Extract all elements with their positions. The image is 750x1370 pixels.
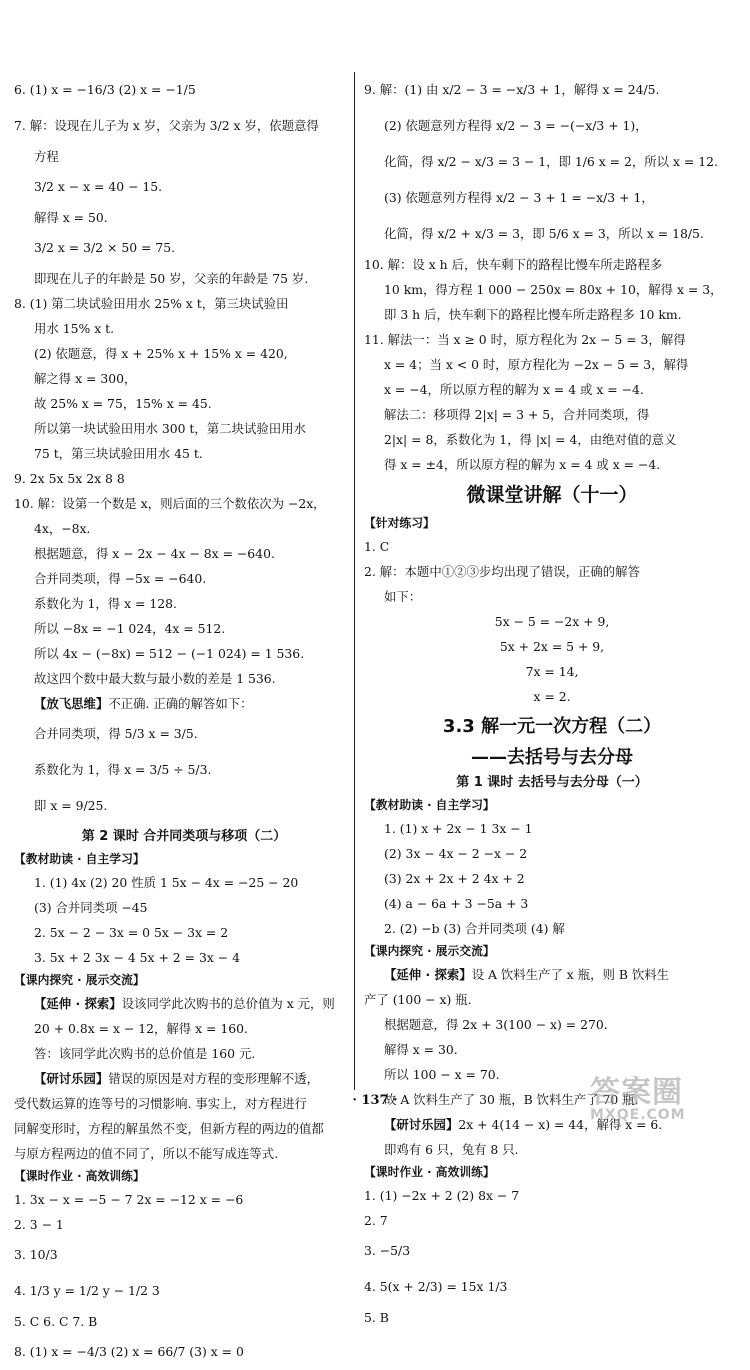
text-line: 5. C 6. C 7. B (14, 1314, 98, 1329)
page-number: · 137 · (352, 1093, 398, 1108)
text-line: 化简，得 x/2 + x/3 = 3，即 5/6 x = 3，所以 x = 18/5. (384, 226, 704, 241)
text-line: (2) 依题意列方程得 x/2 − 3 = −(−x/3 + 1)， (384, 118, 648, 133)
text-line: 如下： (384, 589, 422, 604)
text-line: (3) 2x + 2x + 2 4x + 2 (384, 871, 525, 886)
text-line: 3. 5x + 2 3x − 4 5x + 2 = 3x − 4 (34, 950, 240, 965)
text-line: 3. 10/3 (14, 1247, 58, 1262)
text-line: 8. (1) 第二块试验田用水 25% x t，第三块试验田 (14, 296, 289, 311)
text-line: 2. (2) −b (3) 合并同类项 (4) 解 (384, 921, 565, 936)
text-line: (2) 依题意，得 x + 25% x + 15% x = 420, (34, 346, 288, 361)
text-line: 【延伸 · 探索】设该同学此次购书的总价值为 x 元，则 (34, 996, 335, 1011)
text-line: 与原方程两边的值不同了，所以不能写成连等式. (14, 1146, 279, 1161)
text-line: 8. (1) x = −4/3 (2) x = 66/7 (3) x = 0 (14, 1344, 244, 1359)
text-line: 【放飞思维】不正确. 正确的解答如下： (34, 696, 253, 711)
text-line: 【课时作业 · 高效训练】 (364, 1165, 495, 1179)
text-line: 即现在儿子的年龄是 50 岁，父亲的年龄是 75 岁. (34, 271, 309, 286)
text-line: 即 3 h 后，快车剩下的路程比慢车所走路程多 10 km. (384, 307, 682, 322)
text-line: 5x + 2x = 5 + 9, (499, 639, 605, 654)
text-line: 系数化为 1，得 x = 3/5 ÷ 5/3. (34, 762, 212, 777)
text-line: 1. (1) x + 2x − 1 3x − 1 (384, 821, 533, 836)
text-line: 所以 −8x = −1 024，4x = 512. (34, 621, 226, 636)
text-line: 5x − 5 = −2x + 9, (494, 614, 610, 629)
text-line: 合并同类项，得 5/3 x = 3/5. (34, 726, 198, 741)
text-line: 2. 解：本题中①②③步均出现了错误，正确的解答 (364, 564, 640, 579)
text-line: (4) a − 6a + 3 −5a + 3 (384, 896, 529, 911)
text-line: 10. 解：设 x h 后，快车剩下的路程比慢车所走路程多 (364, 257, 663, 272)
text-line: 系数化为 1，得 x = 128. (34, 596, 177, 611)
text-line: 根据题意，得 2x + 3(100 − x) = 270. (384, 1017, 608, 1032)
text-line: 9. 2x 5x 5x 2x 8 8 (14, 471, 125, 486)
text-line: 10. 解：设第一个数是 x，则后面的三个数依次为 −2x， (14, 496, 326, 511)
text-line: 3/2 x = 3/2 × 50 = 75. (34, 240, 176, 255)
text-line: 75 t，第三块试验田用水 45 t. (34, 446, 203, 461)
text-line: 1. 3x − x = −5 − 7 2x = −12 x = −6 (14, 1192, 244, 1207)
text-line: 2. 3 − 1 (14, 1217, 64, 1232)
text-line: ——去括号与去分母 (471, 747, 633, 768)
text-line: 【教材助读 · 自主学习】 (14, 852, 145, 866)
text-line: 第 1 课时 去括号与去分母（一） (456, 775, 648, 790)
text-line: 【教材助读 · 自主学习】 (364, 798, 495, 812)
text-line: 7x = 14, (525, 664, 579, 679)
text-line: 【课时作业 · 高效训练】 (14, 1169, 145, 1183)
text-line: 得 x = ±4，所以原方程的解为 x = 4 或 x = −4. (384, 457, 661, 472)
column-divider (354, 72, 355, 1090)
text-line: 根据题意，得 x − 2x − 4x − 8x = −640. (34, 546, 275, 561)
text-line: 化简，得 x/2 − x/3 = 3 − 1，即 1/6 x = 2，所以 x = 12. (384, 154, 718, 169)
text-line: 解得 x = 50. (34, 210, 108, 225)
text-line: 2. 5x − 2 − 3x = 0 5x − 3x = 2 (34, 925, 229, 940)
text-line: 故这四个数中最大数与最小数的差是 1 536. (34, 671, 276, 686)
text-line: 1. C (364, 539, 390, 554)
text-line: 即鸡有 6 只，兔有 8 只. (384, 1142, 519, 1157)
text-line: 方程 (34, 149, 59, 164)
text-line: 合并同类项，得 −5x = −640. (34, 571, 207, 586)
text-line: 2|x| = 8，系数化为 1，得 |x| = 4，由绝对值的意义 (384, 432, 677, 447)
text-line: 所以 100 − x = 70. (384, 1067, 500, 1082)
text-line: 【延伸 · 探索】设 A 饮料生产了 x 瓶，则 B 饮料生 (384, 967, 670, 982)
bold-prefix: 【研讨乐园】 (34, 1071, 109, 1086)
text-line: 【课内探究 · 展示交流】 (14, 973, 145, 987)
text-line: 9. 解：(1) 由 x/2 − 3 = −x/3 + 1，解得 x = 24/5. (364, 82, 660, 97)
left-column (14, 72, 354, 1370)
text-line: 6. (1) x = −16/3 (2) x = −1/5 (14, 82, 196, 97)
text-line: 【研讨乐园】2x + 4(14 − x) = 44，解得 x = 6. (384, 1117, 663, 1132)
bold-prefix: 【放飞思维】 (34, 696, 109, 711)
text-line: 3. −5/3 (364, 1243, 411, 1258)
text-line: 11. 解法一：当 x ≥ 0 时，原方程化为 2x − 5 = 3，解得 (364, 332, 686, 347)
text-line: (2) 3x − 4x − 2 −x − 2 (384, 846, 528, 861)
text-line: 解之得 x = 300， (34, 371, 137, 386)
text-line: 微课堂讲解（十一） (466, 484, 638, 506)
text-line: 解法二：移项得 2|x| = 3 + 5，合并同类项，得 (384, 407, 650, 422)
bold-prefix: 【研讨乐园】 (384, 1117, 459, 1132)
text-line: 20 + 0.8x = x − 12，解得 x = 160. (34, 1021, 248, 1036)
bold-prefix: 【延伸 · 探索】 (384, 967, 472, 982)
text-line: 3/2 x − x = 40 − 15. (34, 179, 163, 194)
text-line: 4. 5(x + 2/3) = 15x 1/3 (364, 1279, 508, 1294)
text-line: x = −4，所以原方程的解为 x = 4 或 x = −4. (384, 382, 644, 397)
text-line: 3.3 解一元一次方程（二） (442, 716, 662, 737)
text-line: 解得 x = 30. (384, 1042, 458, 1057)
watermark-logo: 答案圈 MXQE.COM (590, 1075, 686, 1123)
text-line: x = 2. (533, 689, 571, 704)
text-line: x = 4；当 x < 0 时，原方程化为 −2x − 5 = 3，解得 (384, 357, 689, 372)
text-line: 【课内探究 · 展示交流】 (364, 944, 495, 958)
text-line: 所以第一块试验田用水 300 t，第二块试验田用水 (34, 421, 306, 436)
text-line: 用水 15% x t. (34, 321, 115, 336)
text-line: 所以 4x − (−8x) = 512 − (−1 024) = 1 536. (34, 646, 305, 661)
text-line: 1. (1) −2x + 2 (2) 8x − 7 (364, 1188, 520, 1203)
text-line: 故 A 饮料生产了 30 瓶，B 饮料生产了 70 瓶. (384, 1092, 639, 1107)
bold-prefix: 【延伸 · 探索】 (34, 996, 122, 1011)
text-line: 【针对练习】 (364, 516, 435, 530)
text-line: 产了 (100 − x) 瓶. (364, 992, 472, 1007)
text-line: 第 2 课时 合并同类项与移项（二） (81, 829, 287, 844)
text-line: 4. 1/3 y = 1/2 y − 1/2 3 (14, 1283, 160, 1298)
text-line: 1. (1) 4x (2) 20 性质 1 5x − 4x = −25 − 20 (34, 875, 299, 890)
text-line: 故 25% x = 75，15% x = 45. (34, 396, 212, 411)
text-line: 7. 解：设现在儿子为 x 岁，父亲为 3/2 x 岁，依题意得 (14, 118, 319, 133)
text-line: 2. 7 (364, 1213, 388, 1228)
text-line: 【研讨乐园】错误的原因是对方程的变形理解不透， (34, 1071, 319, 1086)
text-line: 即 x = 9/25. (34, 798, 108, 813)
text-line: (3) 合并同类项 −45 (34, 900, 148, 915)
text-line: 5. B (364, 1310, 389, 1325)
right-column (364, 72, 740, 1330)
text-line: (3) 依题意列方程得 x/2 − 3 + 1 = −x/3 + 1， (384, 190, 654, 205)
text-line: 4x，−8x. (34, 521, 91, 536)
text-line: 10 km，得方程 1 000 − 250x = 80x + 10，解得 x = 3， (384, 282, 723, 297)
text-line: 答：该同学此次购书的总价值是 160 元. (34, 1046, 256, 1061)
text-line: 受代数运算的连等号的习惯影响. 事实上，对方程进行 (14, 1096, 307, 1111)
text-line: 同解变形时，方程的解虽然不变，但新方程的两边的值都 (14, 1121, 324, 1136)
